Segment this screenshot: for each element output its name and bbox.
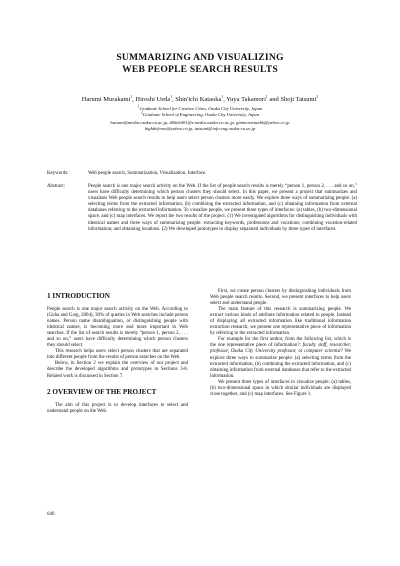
left-column xyxy=(47,292,188,415)
author-3: Shin'ichi Kataoka$^1$ xyxy=(175,94,224,103)
right-column xyxy=(210,289,351,398)
title-line-2: WEB PEOPLE SEARCH RESULTS xyxy=(122,64,278,75)
abstract-text: People search is one major search activity on the Web. If the list of people search results is merely “person 1, person 2, . . . and so on,” users have difficulty determining which person clusters they should select. In this paper, we present a project that summarizes and visualizes Web people search results to help users select person clusters more easily. We explore three ways of summarizing people: (a) selecting terms from the extracted information, (b) combining the extracted information, and (c) obtaining information from external databases referring to the extracted information. To visualize people, we present three types of interfaces: (a) tables, (b) two-dimensional space, and (c) map interfaces. We report the two results of the project. (1) We investigated algorithms for distinguishing individuals with identical names and three ways of summarizing people: extracting keywords, professions and vocations; combining vocation-related information; and obtaining locations. (2) We developed prototypes to display separated individuals by three types of interfaces. xyxy=(88,184,357,232)
keywords-text: Web people search, Summarization, Visualization, Interface. xyxy=(88,171,207,176)
overview-paragraph-5: We present three types of interfaces to visualize people: (a) tables, (b) two-dimensional space in which similar individuals are displayed close together, and (c) map interfaces. See Figure 1. xyxy=(210,379,351,397)
intro-paragraph-1: People search is one major search activity on the Web. According to (Guha and Garg, 2004), 30% of queries in Web searches include person names. Person name disambiguation, or distinguishing people with identical names, is becoming more and more important in Web searches. If the list of search results is merely “person 1, person 2, . . . and so on,” users have difficulty determining which person clusters they should select. xyxy=(47,307,188,349)
page-number: 640 xyxy=(47,512,55,517)
author-emails-line-1: harumi@media.osaka-cu.ac.jp, d06eb001@s.media.osaka-cu.ac.jp, ginmoraviaabk@yahoo.co.jp xyxy=(110,120,290,125)
section-1-heading: 1 INTRODUCTION xyxy=(47,292,110,300)
overview-paragraph-2: First, we create person clusters by distinguishing individuals from Web people search results. Second, we present interfaces to help users select and understand people. xyxy=(210,289,351,307)
author-4: Yuya Takamori$^1$ xyxy=(226,94,268,103)
intro-paragraph-2: This research helps users select person clusters that are separated into different people from the results of person searches on the Web. xyxy=(47,349,188,361)
paper-title xyxy=(40,52,360,76)
affiliation-2: $^2$Graduate School of Engineering, Osaka City University, Japan xyxy=(140,110,260,117)
intro-paragraph-3: Below, in Section 2 we explain the overview of our project and describe the developed algorithms and prototypes in Sections 3-6. Related work is discussed in Section 7. xyxy=(47,361,188,379)
author-2: Hiroshi Ueda$^1$ xyxy=(135,94,173,103)
section-2-heading: 2 OVERVIEW OF THE PROJECT xyxy=(47,387,157,396)
author-list: Harumi Murakami$^1$, Hiroshi Ueda$^1$, Shin'ichi Kataoka$^1$, Yuya Takamori$^1$ and Shoji Tatsumi$^2$ xyxy=(81,94,319,103)
abstract-label: Abstract: xyxy=(47,184,65,189)
overview-paragraph-1: The aim of this project is to develop interfaces to select and understand people on the Web. xyxy=(47,402,188,414)
affiliation-1: $^1$Graduate School for Creative Cities, Osaka City University, Japan xyxy=(137,104,263,111)
author-emails-line-2: highdefense@yahoo.co.jp, tatsumi@info.eng.osaka-cu.ac.jp xyxy=(144,126,256,131)
keywords-label: Keywords: xyxy=(47,171,69,176)
author-5: Shoji Tatsumi$^2$ xyxy=(280,94,319,103)
overview-paragraph-4: For example for the first author, from the following list, which is the one representative piece of information?: faculty staff, researcher, professor, Osaka City University professor, or computer scientist? We explore three ways to summarize people: (a) selecting terms from the extracted information, (b) combining the extracted information, and (c) obtaining information from external databases that refer to the extracted information. xyxy=(210,337,352,379)
overview-paragraph-3: The main feature of this research is summarizing people. We extract various kinds of attribute information related to people. Instead of displaying all extracted information like traditional information extraction research, we present one representative piece of information by referring to the extracted information. xyxy=(210,307,351,337)
title-line-1: SUMMARIZING AND VISUALIZING xyxy=(116,52,284,63)
author-1: Harumi Murakami$^1$ xyxy=(81,94,133,103)
